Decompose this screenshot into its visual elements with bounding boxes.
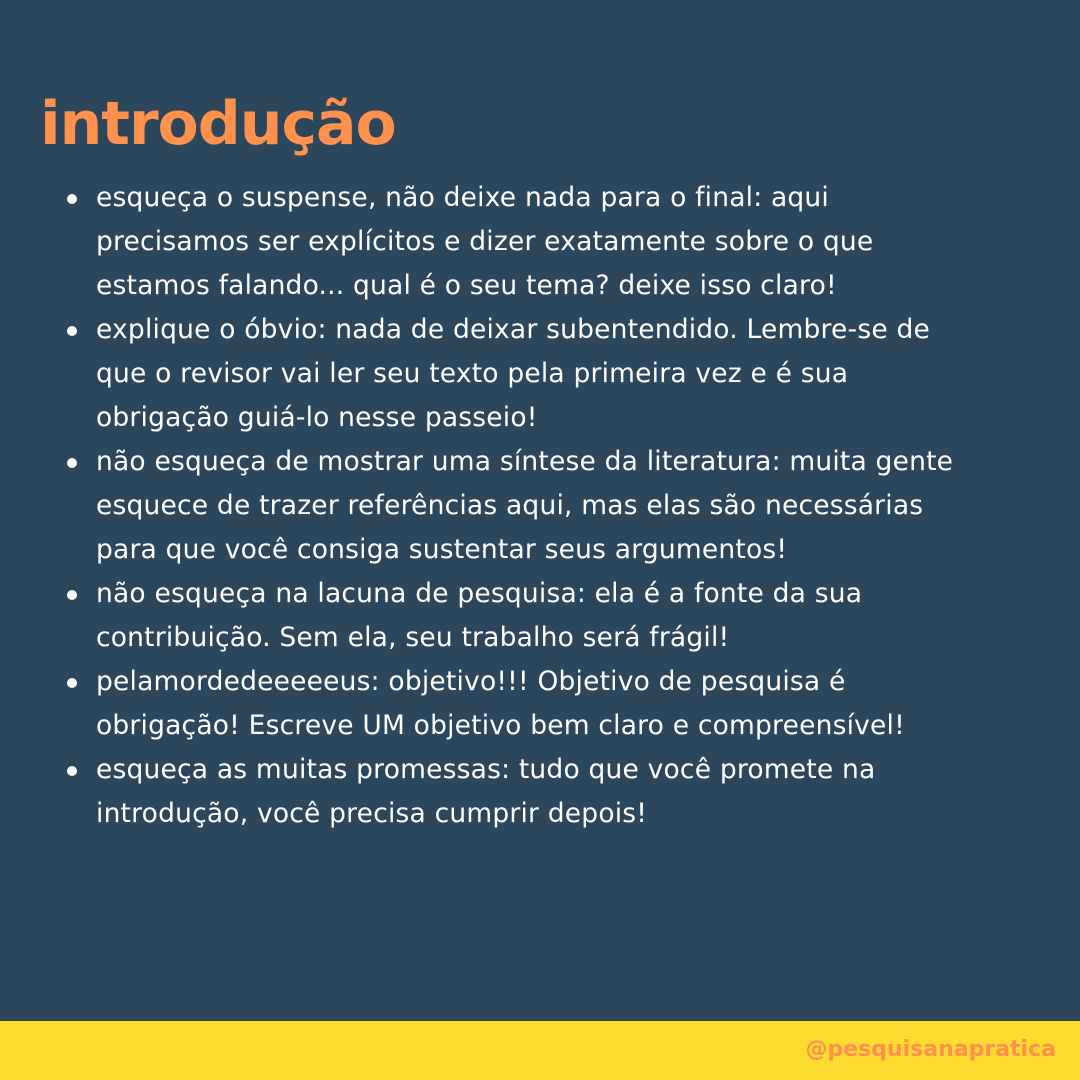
bullet-text: pelamordedeeeeeus: objetivo!!! Objetivo de pesquisa é obrigação! Escreve UM objetivo bem claro e compreensível! (96, 666, 905, 741)
bullet-text: não esqueça de mostrar uma síntese da literatura: muita gente esquece de trazer referências aqui, mas elas são necessárias para que você consiga sustentar seus argumentos! (96, 446, 954, 565)
bullet-item (0, 308, 960, 440)
bullet-item (0, 176, 960, 308)
bullet-text: não esqueça na lacuna de pesquisa: ela é a fonte da sua contribuição. Sem ela, seu trabalho será frágil! (96, 578, 863, 653)
bullet-item (0, 660, 960, 748)
bullet-text: explique o óbvio: nada de deixar subentendido. Lembre-se de que o revisor vai ler seu texto pela primeira vez e é sua obrigação guiá-lo nesse passeio! (96, 314, 930, 433)
bullet-text: esqueça o suspense, não deixe nada para o final: aqui precisamos ser explícitos e dizer exatamente sobre o que estamos falando... qual é o seu tema? deixe isso claro! (96, 182, 874, 301)
bullet-item (0, 748, 960, 836)
bullet-dot-icon (67, 590, 77, 600)
footer-bar (0, 1021, 1080, 1080)
bullet-dot-icon (67, 458, 77, 468)
bullet-item (0, 572, 960, 660)
bullet-text: esqueça as muitas promessas: tudo que você promete na introdução, você precisa cumprir depois! (96, 754, 876, 829)
page-title: introdução (40, 89, 396, 159)
bullet-dot-icon (67, 194, 77, 204)
bullet-dot-icon (67, 766, 77, 776)
bullet-dot-icon (67, 678, 77, 688)
bullet-dot-icon (67, 326, 77, 336)
social-handle: @pesquisanapratica (805, 1037, 1056, 1062)
bullet-item (0, 440, 960, 572)
bullet-list (0, 176, 960, 836)
